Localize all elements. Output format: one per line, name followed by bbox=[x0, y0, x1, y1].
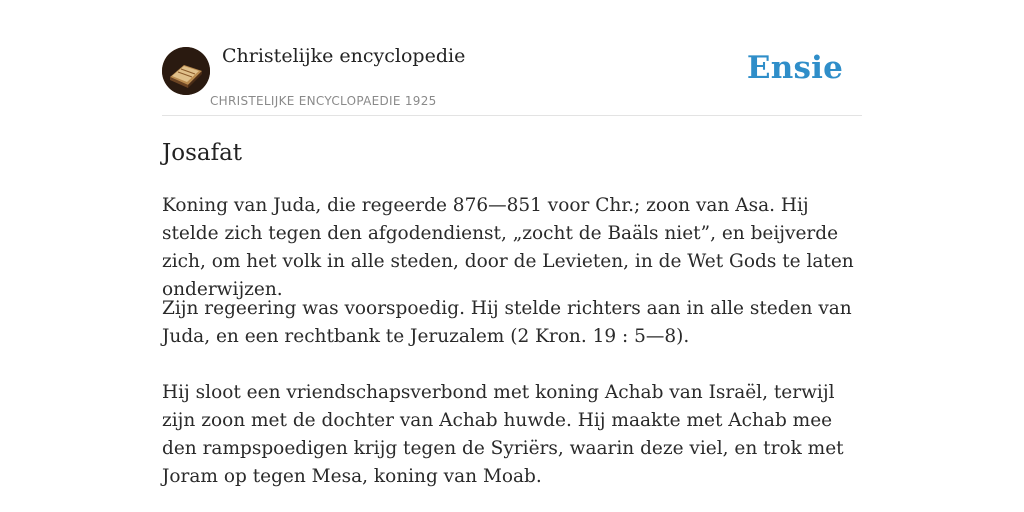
site-subtitle: CHRISTELIJKE ENCYCLOPAEDIE 1925 bbox=[210, 94, 437, 108]
article-paragraph-1: Koning van Juda, die regeerde 876—851 voor Chr.; zoon van Asa. Hij stelde zich tegen den afgodendienst, „zocht de Baäls niet”, en beijverde zich, om het volk in alle steden, door de Levieten, in de Wet Gods te laten onderwijzen. bbox=[162, 195, 854, 300]
header bbox=[162, 0, 862, 116]
site-title[interactable]: Christelijke encyclopedie bbox=[222, 45, 466, 67]
article-paragraph-2: Zijn regeering was voorspoedig. Hij stelde richters aan in alle steden van Juda, en een rechtbank te Jeruzalem (2 Kron. 19 : 5—8). bbox=[162, 298, 852, 347]
article-paragraph-3: Hij sloot een vriendschapsverbond met koning Achab van Israël, terwijl zijn zoon met de dochter van Achab huwde. Hij maakte met Achab mee den rampspoedigen krijg tegen de Syriërs, waarin deze viel, en trok met Joram op tegen Mesa, koning van Moab. bbox=[162, 382, 844, 487]
page bbox=[162, 0, 862, 487]
article-title: Josafat bbox=[162, 140, 243, 166]
book-icon bbox=[162, 47, 210, 95]
ensie-logo[interactable]: Ensie bbox=[746, 50, 843, 86]
publication-avatar[interactable] bbox=[162, 47, 210, 95]
